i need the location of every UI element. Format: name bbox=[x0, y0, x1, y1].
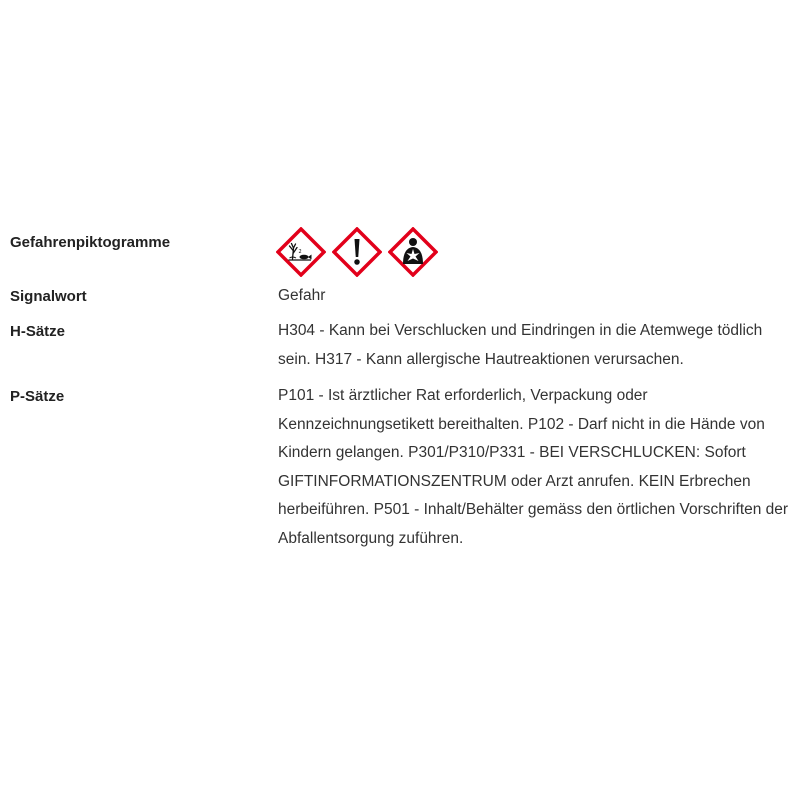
signal-word-label: Signalwort bbox=[10, 288, 87, 305]
exclamation-mark-icon bbox=[332, 227, 382, 277]
environment-hazard-icon bbox=[276, 227, 326, 277]
pictogram-list bbox=[276, 227, 438, 277]
pictograms-label: Gefahrenpiktogramme bbox=[10, 234, 171, 251]
p-statements-value: P101 - Ist ärztlicher Rat erforderlich, Verpackung oder Kennzeichnungsetikett bereithalten. P102 - Darf nicht in die Hände von Kindern gelangen. P301/P310/P331 - BEI VERSCHLUCKEN: Sofort GIFTINFORMATIONSZENTRUM oder Arzt anrufen. KEIN Erbrechen herbeiführen. P501 - Inhalt/Behälter gemäss den örtlichen Vorschriften der Abfallentsorgung zuführen. bbox=[278, 387, 789, 547]
svg-text:2: 2 bbox=[298, 249, 302, 255]
h-statements-value: H304 - Kann bei Verschlucken und Eindringen in die Atemwege tödlich sein. H317 - Kann allergische Hautreaktionen verursachen. bbox=[278, 322, 763, 368]
health-hazard-icon bbox=[388, 227, 438, 277]
p-statements-label: P-Sätze bbox=[10, 388, 65, 405]
h-statements-label: H-Sätze bbox=[10, 323, 66, 340]
signal-word-value: Gefahr bbox=[278, 287, 326, 304]
